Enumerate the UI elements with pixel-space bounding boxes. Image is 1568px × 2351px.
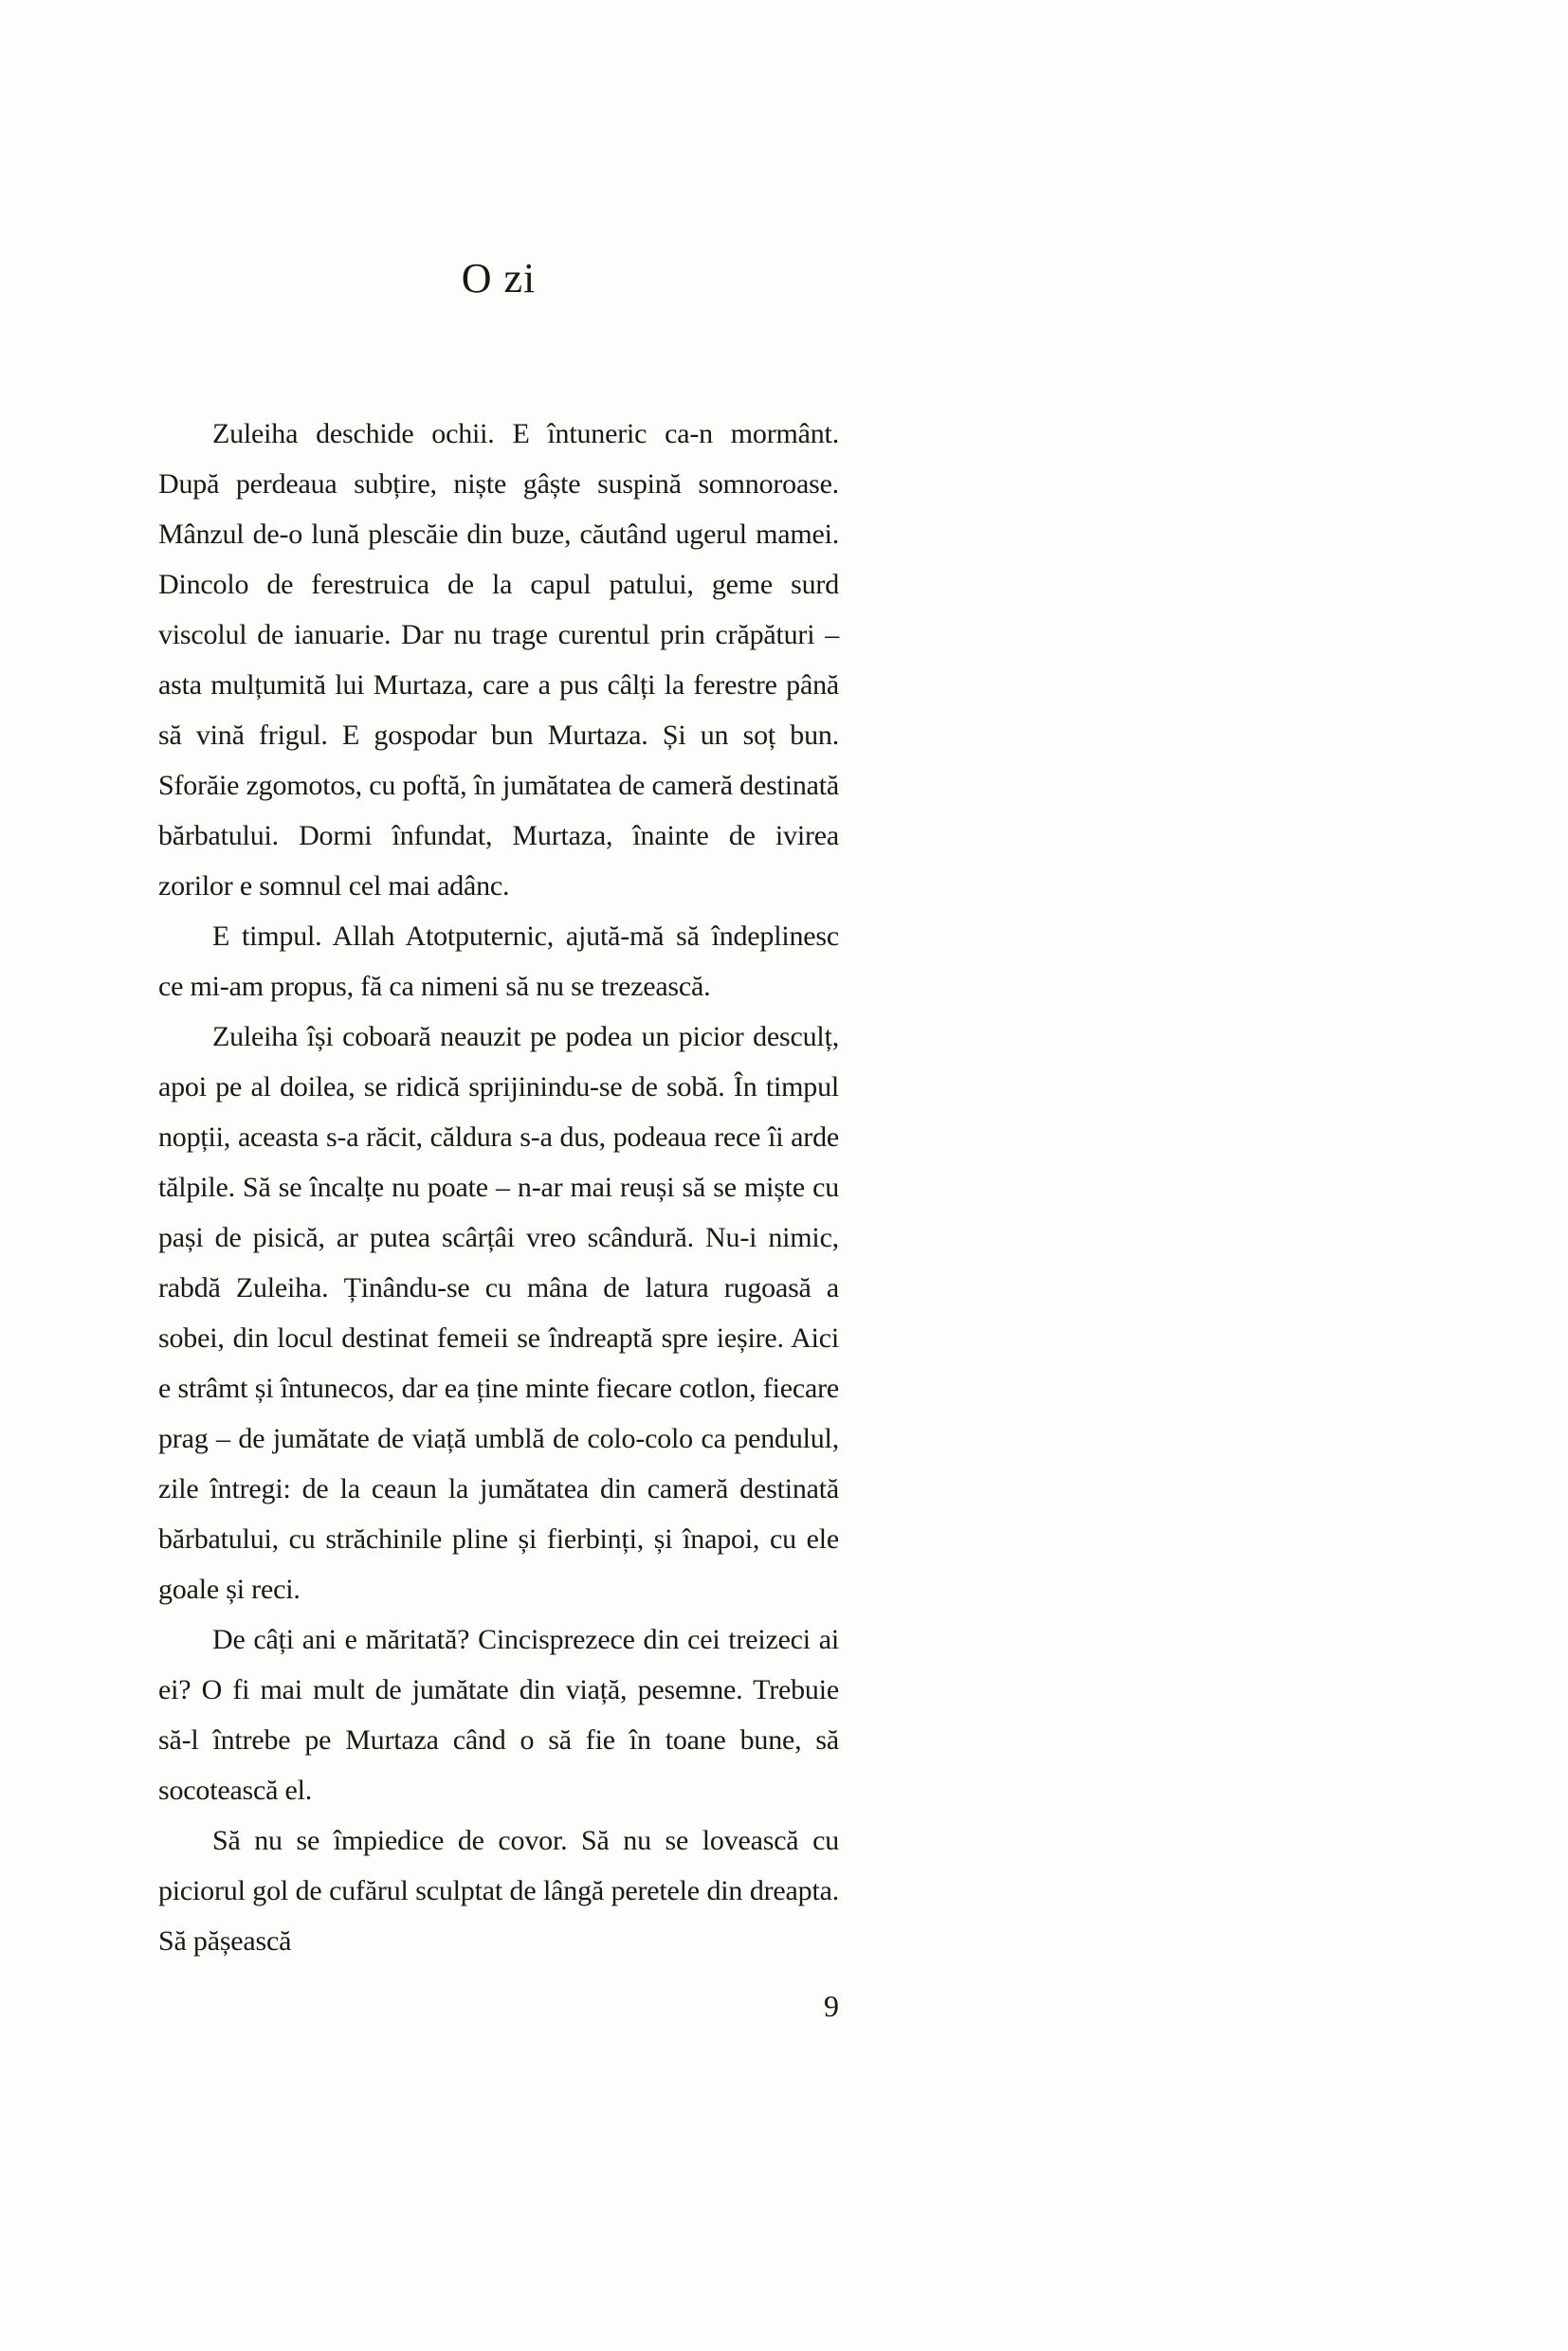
page-number: 9 [824,1989,839,2023]
paragraph: Zuleiha își coboară neauzit pe podea un picior desculț, apoi pe al doilea, se ridică sprijinindu-se de sobă. În timpul nopții, aceasta s-a răcit, căldura s-a dus, podeaua rece îi arde tălpile. Să se încalțe nu poate – n-ar mai reuși să se miște cu pași de pisică, ar putea scârțâi vreo scândură. Nu-i nimic, rabdă Zuleiha. Ținându-se cu mâna de latura rugoasă a sobei, din locul destinat femeii se îndreaptă spre ieșire. Aici e strâmt și întunecos, dar ea ține minte fiecare cotlon, fiecare prag – de jumătate de viață umblă de colo-colo ca pendulul, zile întregi: de la ceaun la jumătatea din cameră destinată bărbatului, cu străchinile pline și fierbinți, și înapoi, cu ele goale și reci. [158,1021,839,1605]
paragraph: Zuleiha deschide ochii. E întuneric ca-n mormânt. După perdeaua subțire, niște gâște suspină somnoroase. Mânzul de-o lună plescăie din buze, căutând ugerul mamei. Dincolo de ferestruica de la capul patului, geme surd viscolul de ianuarie. Dar nu trage curentul prin crăpături – asta mulțumită lui Murtaza, care a pus câlți la ferestre până să vină frigul. E gospodar bun Murtaza. Și un soț bun. Sforăie zgomotos, cu poftă, în jumătatea de cameră destinată bărbatului. Dormi înfundat, Murtaza, înainte de ivirea zorilor e somnul cel mai adânc. [158,418,839,902]
paragraph: E timpul. Allah Atotputernic, ajută-mă să îndeplinesc ce mi-am propus, fă ca nimeni să nu se trezească. [158,920,839,1002]
chapter-title: O zi [461,255,537,301]
text-column [158,254,839,2032]
paragraph: Să nu se împiedice de covor. Să nu se lovească cu piciorul gol de cufărul sculptat de lângă peretele din dreapta. Să pășească [158,1825,839,1957]
paragraph: De câți ani e măritată? Cincisprezece din cei treizeci ai ei? O fi mai mult de jumătate din viață, pesemne. Trebuie să-l întrebe pe Murtaza când o să fie în toane bune, să socotească el. [158,1624,839,1806]
